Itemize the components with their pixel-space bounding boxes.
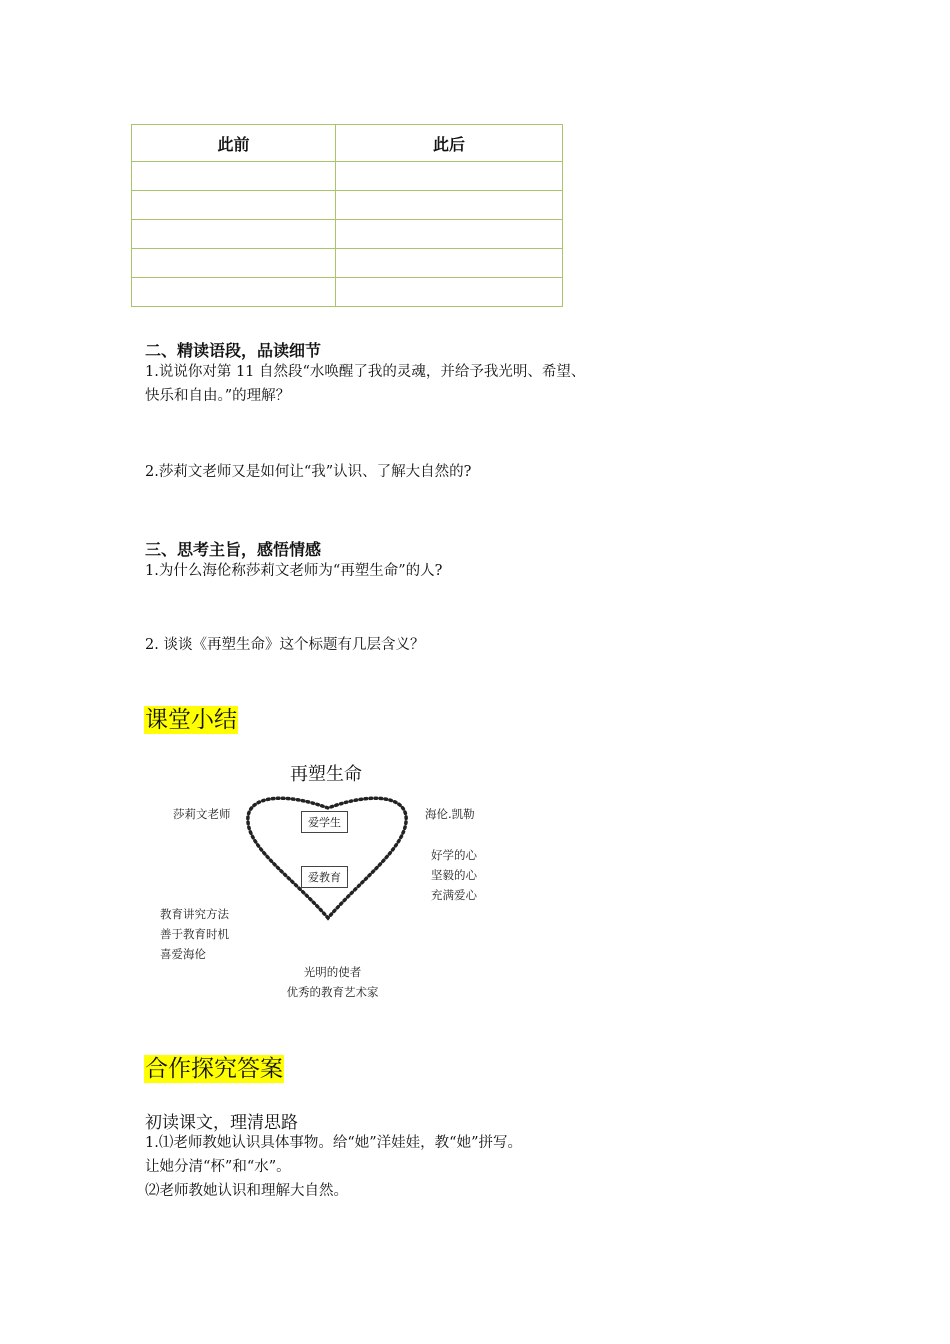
column-header-after: 此后 <box>336 125 563 162</box>
section2-heading: 二、精读语段，品读细节 <box>145 341 322 360</box>
column-header-before: 此前 <box>132 125 336 162</box>
table-cell <box>336 249 563 278</box>
answers-text <box>145 1131 665 1203</box>
diagram-right-item: 好学的心 <box>431 848 477 862</box>
table-cell <box>336 220 563 249</box>
table-row <box>132 191 563 220</box>
section3-question1: 1.为什么海伦称莎莉文老师为“再塑生命”的人? <box>145 563 443 579</box>
table-cell <box>132 191 336 220</box>
section2-question1 <box>145 360 665 408</box>
table-row <box>132 220 563 249</box>
table-row <box>132 278 563 307</box>
comparison-table <box>131 124 563 307</box>
table-row <box>132 162 563 191</box>
answers-line: ⑵老师教她认识和理解大自然。 <box>145 1183 348 1199</box>
diagram-bottom-list <box>145 962 530 1002</box>
diagram-left-top: 莎莉文老师 <box>173 807 231 821</box>
table-cell <box>132 249 336 278</box>
table-cell <box>132 162 336 191</box>
diagram-bottom-item: 优秀的教育艺术家 <box>286 985 379 999</box>
summary-diagram <box>145 740 530 1008</box>
diagram-box-love-students: 爱学生 <box>301 811 348 833</box>
summary-title: 课堂小结 <box>145 707 237 733</box>
table-cell <box>336 191 563 220</box>
section3-question2: 2. 谈谈《再塑生命》这个标题有几层含义？ <box>145 637 425 653</box>
diagram-left-item: 喜爱海伦 <box>160 947 206 961</box>
diagram-left-list <box>160 904 229 964</box>
answers-line: 让她分清“杯”和“水”。 <box>145 1159 291 1175</box>
answers-subheading: 初读课文，理清思路 <box>145 1113 298 1133</box>
table-cell <box>336 162 563 191</box>
diagram-right-item: 坚毅的心 <box>431 868 477 882</box>
diagram-left-item: 教育讲究方法 <box>160 907 229 921</box>
table-header-row <box>132 125 563 162</box>
diagram-right-item: 充满爱心 <box>431 888 477 902</box>
answers-line: 1.⑴老师教她认识具体事物。给“她”洋娃娃，教“她”拼写。 <box>145 1135 522 1151</box>
table-row <box>132 249 563 278</box>
table-cell <box>132 220 336 249</box>
table-cell <box>336 278 563 307</box>
section2-question1-line1: 1.说说你对第 11 自然段“水唤醒了我的灵魂，并给予我光明、希望、 <box>145 364 586 380</box>
diagram-bottom-item: 光明的使者 <box>303 965 362 979</box>
table-cell <box>132 278 336 307</box>
diagram-box-love-education: 爱教育 <box>301 866 348 888</box>
diagram-right-top: 海伦.凯勒 <box>425 807 475 821</box>
diagram-title: 再塑生命 <box>290 764 362 785</box>
diagram-left-item: 善于教育时机 <box>160 927 229 941</box>
section2-question2: 2.莎莉文老师又是如何让“我”认识、了解大自然的? <box>145 464 472 480</box>
answers-title: 合作探究答案 <box>145 1056 283 1082</box>
diagram-right-list <box>431 845 477 905</box>
section3-heading: 三、思考主旨，感悟情感 <box>145 540 322 559</box>
section2-question1-line2: 快乐和自由。”的理解？ <box>145 388 291 404</box>
